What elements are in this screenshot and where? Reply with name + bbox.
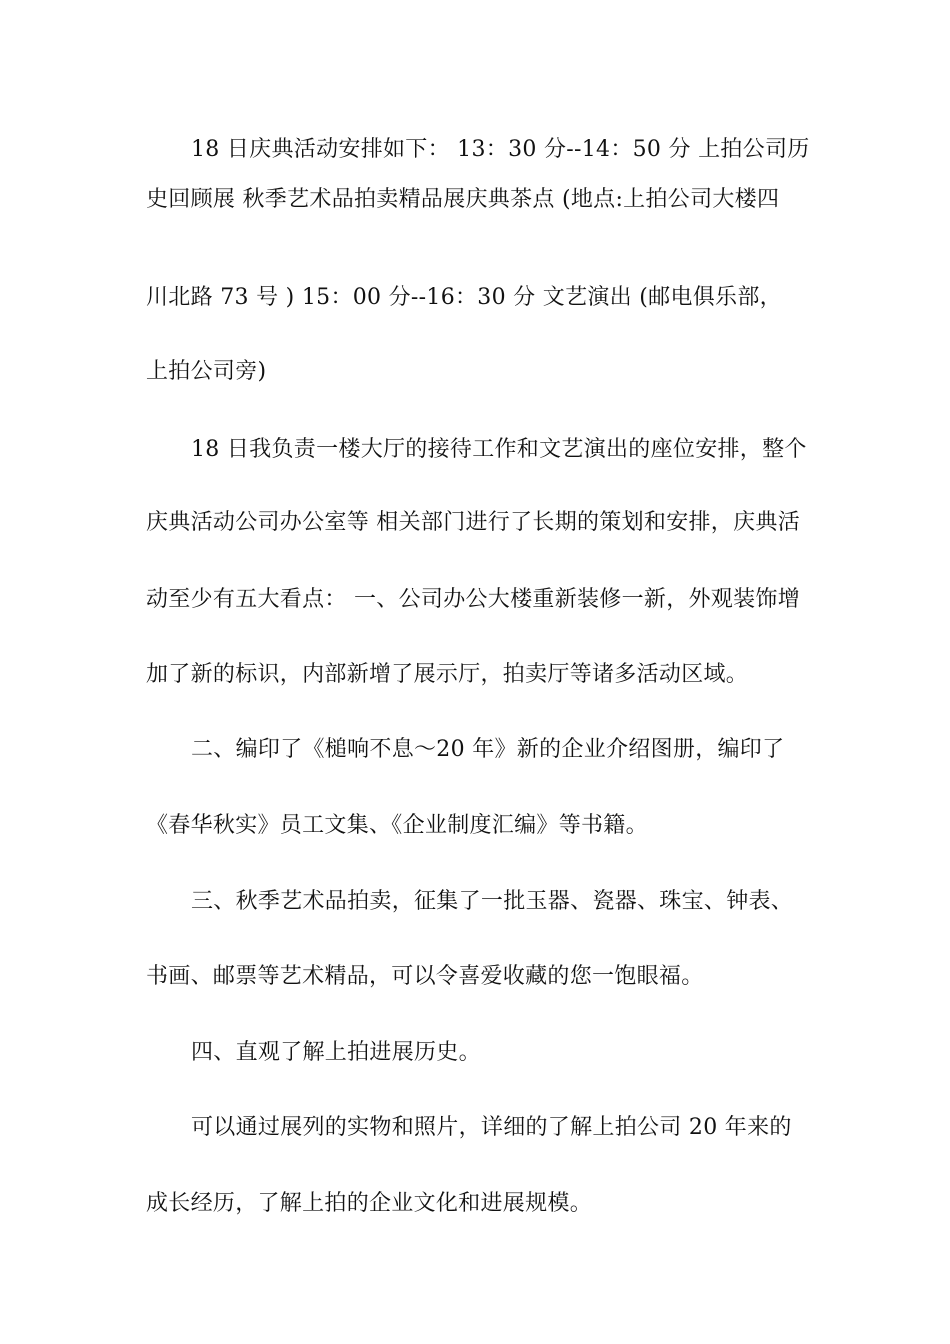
- paragraph-line: 庆典活动公司办公室等 相关部门进行了长期的策划和安排，庆典活: [146, 510, 800, 535]
- paragraph-line: 四、直观了解上拍进展历史。: [191, 1040, 481, 1065]
- paragraph-line: 上拍公司旁): [146, 359, 267, 384]
- paragraph-line: 三、秋季艺术品拍卖，征集了一批玉器、瓷器、珠宝、钟表、: [191, 889, 794, 914]
- paragraph-line: 18 日我负责一楼大厅的接待工作和文艺演出的座位安排，整个: [191, 437, 807, 462]
- paragraph-line: 18 日庆典活动安排如下： 13：30 分--14：50 分 上拍公司历: [191, 137, 810, 162]
- paragraph-line: 《春华秋实》员工文集、《企业制度汇编》等书籍。: [146, 813, 648, 838]
- paragraph-line: 史回顾展 秋季艺术品拍卖精品展庆典茶点 (地点:上拍公司大楼四: [146, 187, 780, 212]
- paragraph-line: 二、编印了《槌响不息～20 年》新的企业介绍图册，编印了: [191, 737, 785, 762]
- paragraph-line: 成长经历，了解上拍的企业文化和进展规模。: [146, 1191, 593, 1216]
- paragraph-line: 加了新的标识，内部新增了展示厅，拍卖厅等诸多活动区域。: [146, 662, 749, 687]
- paragraph-line: 川北路 73 号 ) 15：00 分--16：30 分 文艺演出 (邮电俱乐部，: [146, 285, 782, 310]
- paragraph-line: 可以通过展列的实物和照片，详细的了解上拍公司 20 年来的: [191, 1115, 792, 1140]
- paragraph-line: 动至少有五大看点： 一、公司办公大楼重新装修一新，外观装饰增: [146, 587, 800, 612]
- paragraph-line: 书画、邮票等艺术精品，可以令喜爱收藏的您一饱眼福。: [146, 964, 704, 989]
